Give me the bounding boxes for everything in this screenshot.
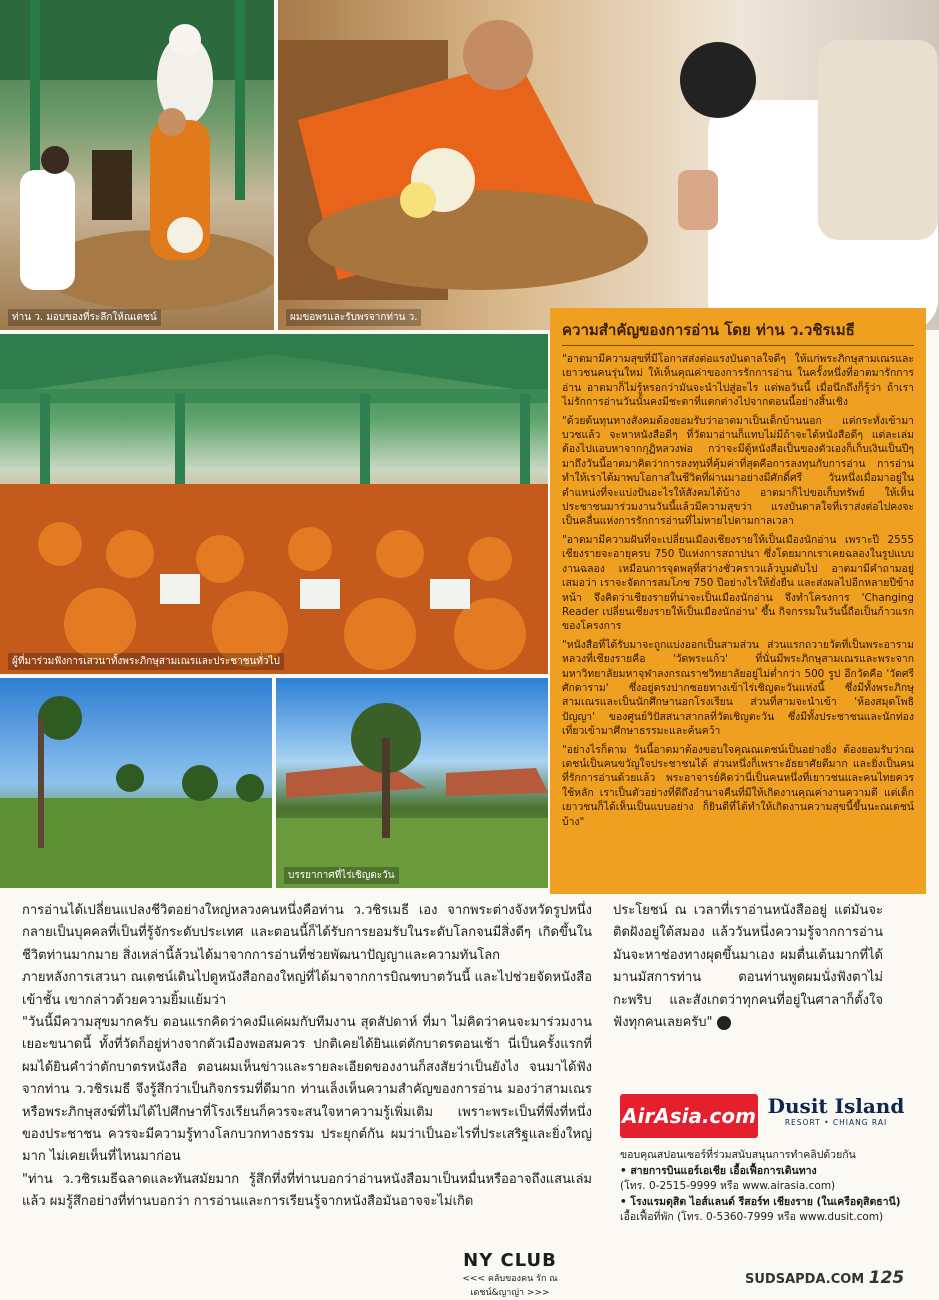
box-paragraph: "ด้วยต้นทุนทางสังคมต้องยอมรับว่าอาตมาเป็นเด็กบ้านนอก แต่กระทั่งเข้ามาบวชแล้ว จะหาหนังสือดีๆ ที่วัดมาอ่านก็แทบไม่มีถ้าจะได้หนังสือดีๆ แต่ละเล่มต้องไปแอบหาจากกุฏิหลวงพ่อ กว่าจะมีตู้หนังสือเป็นของตัวเองก็เก็บเงินเป็นปีๆ มาถึงวันนี้อาตมาคิดว่าการลงทุนที่คุ้มค่าที่สุดคือการลงทุนกับการอ่าน การอ่านทำให้เราได้มาพบโอกาสในชีวิตที่ผ่านมาอย่างมีศักดิ์ศรี วันหนึ่งเมื่อมาอยู่ในตำแหน่งที่จะแบ่งปันอะไรให้สังคมได้บ้าง อาตมาก็ไปขอเก็บทรัพย์ ให้เห็นประชาชนมาร่วมงานวันนี้แล้วมีความสุขว่า แรงบันดาลใจที่เราส่งต่อไปคงจะเป็นคลื่นแห่งการรักการอ่านที่ไม่หายไปตามกาลเวลา <box>562 414 914 528</box>
photo-audience-art <box>0 334 548 674</box>
body-paragraph: ภายหลังการเสวนา ณเดชน์เดินไปดูหนังสือกองใหญ่ที่ได้มาจากการบิณฑบาตวันนี้ และไปช่วยจัดหนังสือเข้าชั้น เขากล่าวด้วยความยิ้มแย้มว่า <box>22 970 592 1008</box>
photo-park-art <box>0 678 272 888</box>
body-paragraph <box>613 900 883 1034</box>
photo-monk-blessing-art <box>278 0 939 330</box>
article-body-left <box>22 900 592 1214</box>
sponsor-airasia: • สายการบินแอร์เอเชีย เอื้อเฟื้อการเดินทาง <box>620 1164 817 1177</box>
sponsor-intro: ขอบคุณสปอนเซอร์ที่ร่วมสนับสนุนการทำคลิปด้วยกัน <box>620 1149 856 1161</box>
photo-audience-sala <box>0 334 548 674</box>
photo-resort-art <box>276 678 548 888</box>
site-name: SUDSAPDA.COM <box>745 1272 865 1287</box>
photo-monk-blessing <box>278 0 939 330</box>
sponsor-dusit: • โรงแรมดุสิต ไอส์แลนด์ รีสอร์ท เชียงราย (ในเครือดุสิตธานี) <box>620 1195 901 1208</box>
club-tagline: <<< คลับของคน รัก ณเดชน์&ญาญ่า >>> <box>462 1274 558 1298</box>
photo-buddha-sala <box>0 0 274 330</box>
page-number: 125 <box>868 1268 905 1288</box>
photo-buddha-sala-art <box>0 0 274 330</box>
airasia-logo: AirAsia.com <box>620 1094 758 1138</box>
photo-park-trees <box>0 678 272 888</box>
photo-resort-grounds <box>276 678 548 888</box>
reading-importance-box <box>550 308 926 894</box>
photo-caption: ท่าน ว. มอบของที่ระลึกให้ณเดชน์ <box>8 309 161 326</box>
box-paragraph: "อย่างไรก็ตาม วันนี้อาตมาต้องขอบใจคุณณเดชน์เป็นอย่างยิ่ง ต้องยอมรับว่าณเดชน์เป็นคนขวัญใจประชาชนได้ ส่วนหนึ่งก็เพราะอัธยาศัยดีมาก และยิ่งเป็นคนที่รักการอ่านด้วยแล้ว พระอาจารย์คิดว่านี่เป็นคนหนึ่งที่เยาวชนและคนไทยควรใช้หลัก เราเป็นตัวอย่างที่ดีถึงอำนาจคืนที่มีให้เกิดงานคุณค่างานความดี แต่เด็กเยาวชนก็ได้เห็นเป็นแบบอย่าง ก็ยินดีที่ได้ทำให้เกิดงานความสุขนี้ขึ้นนะณเดชน์บ้าง" <box>562 743 914 828</box>
end-mark-icon <box>717 1016 731 1030</box>
sponsor-logos <box>620 1094 910 1144</box>
body-paragraph: "วันนี้มีความสุขมากครับ ตอนแรกคิดว่าคงมีแค่ผมกับทีมงาน สุดสัปดาห์ ที่มา ไม่คิดว่าคนจะมาร่วมงานเยอะขนาดนี้ ทั้งที่วัดก็อยู่ห่างจากตัวเมืองพอสมควร ปกติเคยได้ยินแต่ตักบาตรตอนเช้า นี่เป็นครั้งแรกที่ผมได้ยินคำว่าตักบาตรหนังสือ ตอนผมเห็นข่าวและรายละเอียดของงานก็สงสัยว่าเป็นยังไง จนมาได้ฟังจากท่าน ว.วชิรเมธี จึงรู้สึกว่าเป็นกิจกรรมที่ดีมาก ท่านเล็งเห็นความสำคัญของการอ่าน มองว่าสามเณรหรือพระภิกษุสงฆ์ที่ไม่ได้ไปศึกษาที่โรงเรียนก็ควรจะสนใจหาความรู้เพิ่มเติม เพราะพระเป็นที่พึ่งที่หนึ่งของประชาชน ควรจะมีความรู้ทางโลกบวกทางธรรม ประยุกต์กัน ผมว่าเป็นอะไรที่ประเสริฐและยิ่งใหญ่มาก ไม่เคยเห็นที่ไหนมาก่อน <box>22 1015 592 1165</box>
dusit-logo-name: Dusit Island <box>767 1094 905 1118</box>
dusit-logo <box>766 1094 906 1138</box>
box-paragraph: "อาตมามีความฝันที่จะเปลี่ยนเมืองเชียงรายให้เป็นเมืองนักอ่าน เพราะปี 2555 เชียงรายจะอายุครบ 750 ปีแห่งการสถาปนา ซึ่งโดยมากเราเคยฉลองในรูปแบบงานฉลอง เหมือนการจุดพลุที่สว่างชั่วคราวแล้วบูมดับไป อาตมามีคำถามอยู่เสมอว่า เราจะจัดการสมโภช 750 ปีอย่างไรให้ยั่งยืน และส่งผลไปอีกหลายปีข้างหน้า จึงคิดว่าเชียงรายที่น่าจะเป็นเมืองนักอ่าน จึงทำโครงการ 'Changing Reader เปลี่ยนเชียงรายให้เป็นเมืองนักอ่าน' ขึ้น กิจกรรมในวันนี้ถือเป็นก้าวแรกของโครงการ <box>562 533 914 633</box>
sponsor-airasia-contact: (โทร. 0-2515-9999 หรือ www.airasia.com) <box>620 1180 836 1192</box>
article-body-right <box>613 900 883 1034</box>
sponsor-credits <box>620 1148 920 1226</box>
club-logo <box>440 1250 580 1299</box>
club-name: NY CLUB <box>463 1250 557 1271</box>
body-paragraph: การอ่านได้เปลี่ยนแปลงชีวิตอย่างใหญ่หลวงคนหนึ่งคือท่าน ว.วชิรเมธี เอง จากพระต่างจังหวัดรูปหนึ่งกลายเป็นบุคคลที่เป็นที่รู้จักระดับประเทศ และตอนนี้ก็ได้รับการยอมรับในระดับโลกจนมีสิ่งดีๆ เกิดขึ้นในชีวิตท่านมากมาย สิ่งเหล่านี้ล้วนได้มาจากการอ่านที่ช่วยพัฒนาปัญญาและความทันโลก <box>22 903 592 963</box>
sponsor-dusit-contact: เอื้อเฟื้อที่พัก (โทร. 0-5360-7999 หรือ www.dusit.com) <box>620 1211 884 1223</box>
page-folio <box>745 1268 904 1288</box>
body-paragraph: "ท่าน ว.วชิรเมธีฉลาดและทันสมัยมาก รู้สึกทึ่งที่ท่านบอกว่าอ่านหนังสือมาเป็นหมื่นหรืออาจถึงแสนเล่มแล้ว ผมรู้สึกอย่างที่ท่านบอกว่า การอ่านและการเรียนรู้จากหนังสือมันอาจจะไม่เกิด <box>22 1171 592 1210</box>
box-paragraph: "อาตมามีความสุขที่มีโอกาสส่งต่อแรงบันดาลใจดีๆ ให้แก่พระภิกษุสามเณรและเยาวชนคนรุ่นใหม่ ให้เห็นคุณค่าของการรักการอ่าน ในครั้งหนึ่งที่อาตมารักการอ่าน อาตมาก็ไม่รู้หรอกว่ามันจะนำไปสู่อะไร แต่พอวันนี้ เมื่อนึกถึงก็รู้ว่า ถ้าเราไม่รักการอ่านวันนั้นคงมีชะตาที่แตกต่างไปจากตอนนี้อย่างสิ้นเชิง <box>562 353 914 409</box>
photo-caption: ผู้ที่มาร่วมฟังการเสวนาทั้งพระภิกษุสามเณรและประชาชนทั่วไป <box>8 653 284 670</box>
photo-caption: บรรยากาศที่ไร่เชิญตะวัน <box>284 867 399 884</box>
body-paragraph-text: ประโยชน์ ณ เวลาที่เราอ่านหนังสืออยู่ แต่มันจะติดฝังอยู่ใต้สมอง แล้ววันหนึ่งความรู้จากการอ่านมันจะหาช่องทางผุดขึ้นมาเอง ผมตื่นเต้นมากที่ได้มานมัสการท่าน ตอนท่านพูดผมนั่งฟังตาไม่กะพริบ และสังเกตว่าทุกคนที่อยู่ในศาลาก็ตั้งใจฟังทุกคนเลยครับ" <box>613 903 883 1031</box>
box-paragraph: "หนังสือที่ได้รับมาจะถูกแบ่งออกเป็นสามส่วน ส่วนแรกถวายวัดที่เป็นพระอารามหลวงที่เชียงรายคือ 'วัดพระแก้ว' ที่นั่นมีพระภิกษุสามเณรและพระจากมหาวิทยาลัยมหาจุฬาลงกรณราชวิทยาลัยอยู่ไม่ต่ำกว่า 500 รูป อีกวัดคือ 'วัดศรีศักดาราม' ซึ่งอยู่ตรงปากซอยทางเข้าไร่เชิญตะวันแห่งนี้ ซึ่งมีทั้งพระภิกษุสามเณรและเป็นนักศึกษานอกโรงเรียน ส่วนที่สามจะนำเข้า 'ห้องสมุดโพธิปัญญา' ของศูนย์วิปัสสนาสากลที่วัดเชิญตะวัน ซึ่งมีทั้งประชาชนและนักท่องเที่ยวเข้ามาศึกษาธรรมะและค้นคว้า <box>562 638 914 738</box>
dusit-logo-sub: RESORT • CHIANG RAI <box>784 1118 888 1127</box>
box-title: ความสำคัญของการอ่าน โดย ท่าน ว.วชิรเมธี <box>562 318 914 346</box>
photo-caption: ผมขอพรและรับพรจากท่าน ว. <box>286 309 421 326</box>
